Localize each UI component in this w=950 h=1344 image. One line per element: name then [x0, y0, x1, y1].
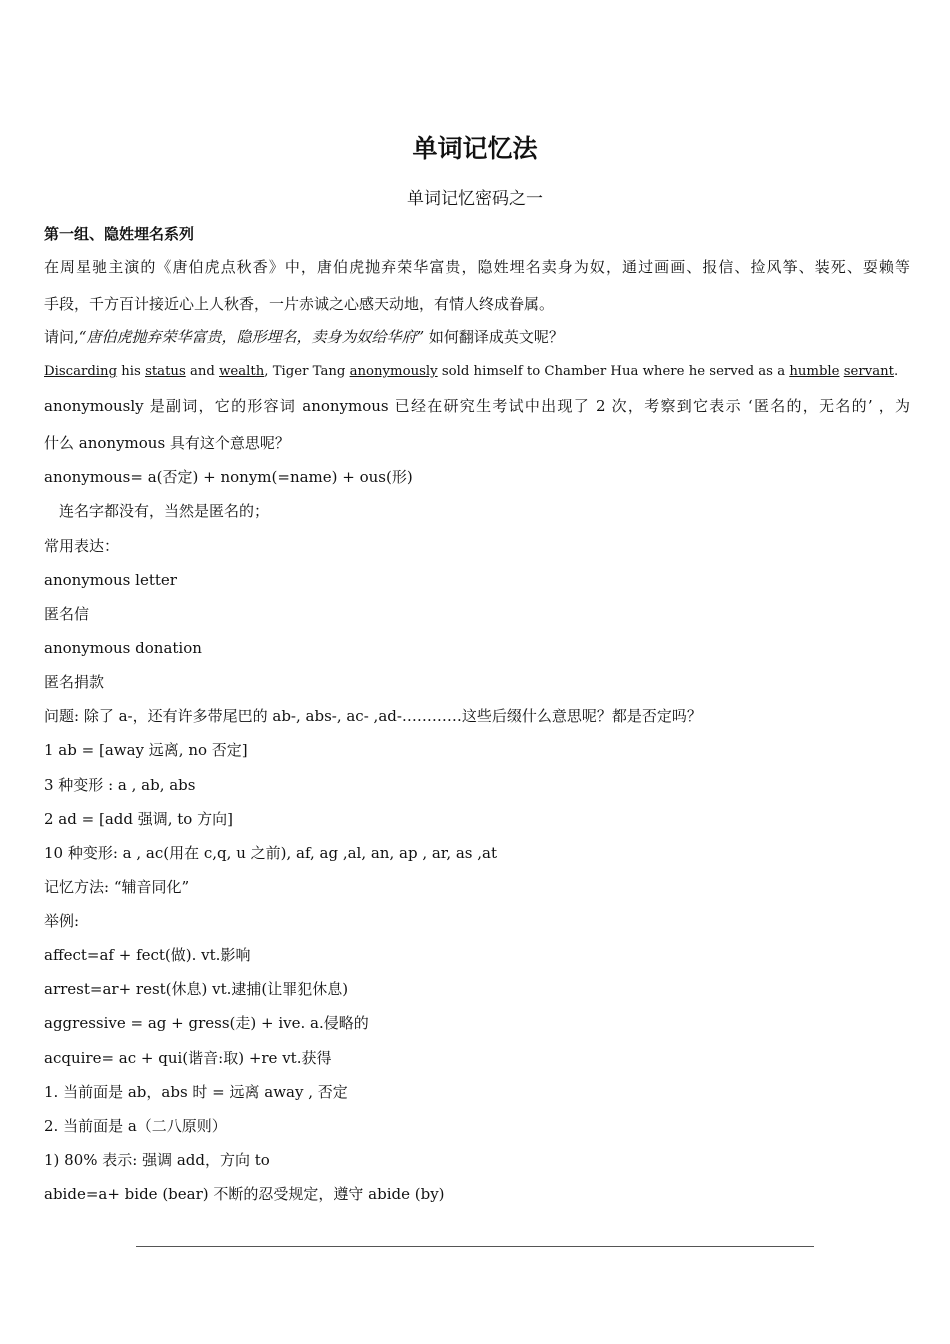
underlined-word-humble: humble — [789, 364, 840, 379]
body-line: aggressive = ag + gress(走) + ive. a.侵略的 — [44, 1014, 369, 1032]
translation-text: and — [185, 364, 220, 379]
underlined-word-status: status — [145, 364, 186, 379]
body-line: abide=a+ bide (bear) 不断的忍受规定，遵守 abide (by) — [44, 1185, 445, 1203]
underlined-word-wealth: wealth — [219, 364, 265, 379]
body-line: 3 种变形 : a , ab, abs — [44, 776, 196, 794]
body-line: anonymous= a(否定) + nonym(=name) + ous(形) — [44, 468, 413, 486]
body-line: 1. 当前面是 ab，abs 时 = 远离 away , 否定 — [44, 1083, 348, 1101]
body-line: 问题: 除了 a-，还有许多带尾巴的 ab-, abs-, ac- ,ad-…………这些后缀什么意思呢？都是否定吗？ — [44, 707, 702, 725]
body-line: 1) 80% 表示: 强调 add，方向 to — [44, 1151, 270, 1169]
body-line: acquire= ac + qui(谐音:取) +re vt.获得 — [44, 1049, 332, 1067]
english-translation — [44, 360, 910, 384]
underlined-word-servant: servant — [843, 364, 894, 379]
question-suffix: 如何翻译成英文呢？ — [424, 328, 564, 346]
body-line: 匿名信 — [44, 605, 90, 623]
intro-paragraph-line-2: 手段，千方百计接近心上人秋香，一片赤诚之心感天动地，有情人终成眷属。 — [44, 295, 555, 313]
body-line: 匿名捐款 — [44, 673, 105, 691]
body-line: 常用表达： — [44, 537, 120, 555]
body-line: 举例: — [44, 912, 80, 930]
translation-question — [44, 325, 910, 349]
section-heading: 第一组、隐姓埋名系列 — [44, 225, 195, 243]
translation-text: , Tiger Tang — [264, 364, 350, 379]
body-line: 2. 当前面是 a（二八原则） — [44, 1117, 227, 1135]
body-line: 记忆方法: “辅音同化” — [44, 878, 190, 896]
body-line: 1 ab = [away 远离, no 否定] — [44, 741, 248, 759]
underlined-word-anonymously: anonymously — [349, 364, 438, 379]
intro-paragraph-line-1: 在周星驰主演的《唐伯虎点秋香》中，唐伯虎抛弃荣华富贵，隐姓埋名卖身为奴，通过画画、报信、捡风筝、装死、耍赖等 — [44, 258, 910, 276]
question-prefix: 请问, — [44, 328, 79, 346]
document-title: 单词记忆法 — [412, 134, 538, 163]
explanation-line-1: anonymously 是副词，它的形容词 anonymous 已经在研究生考试中出现了 2 次，考察到它表示 ‘匿名的，无名的’ ，为 — [44, 397, 910, 415]
translation-text: his — [117, 364, 146, 379]
body-line: anonymous letter — [44, 571, 177, 589]
body-line: anonymous donation — [44, 639, 202, 657]
translation-text: sold himself to Chamber Hua where he served as a — [437, 364, 790, 379]
body-line: 10 种变形: a , ac(用在 c,q, u 之前), af, ag ,al, an, ap , ar, as ,at — [44, 844, 498, 862]
body-line: 连名字都没有，当然是匿名的； — [44, 502, 270, 520]
body-line: affect=af + fect(做). vt.影响 — [44, 946, 251, 964]
body-line: arrest=ar+ rest(休息) vt.逮捕(让罪犯休息) — [44, 980, 349, 998]
body-line: 2 ad = [add 强调, to 方向] — [44, 810, 233, 828]
footer-divider — [136, 1246, 814, 1247]
explanation-line-2: 什么 anonymous 具有这个意思呢？ — [44, 434, 290, 452]
question-quote: “唐伯虎抛弃荣华富贵，隐形埋名，卖身为奴给华府” — [78, 328, 425, 346]
underlined-word-discarding: Discarding — [44, 364, 118, 379]
document-subtitle: 单词记忆密码之一 — [407, 189, 543, 209]
translation-text: . — [893, 364, 899, 379]
